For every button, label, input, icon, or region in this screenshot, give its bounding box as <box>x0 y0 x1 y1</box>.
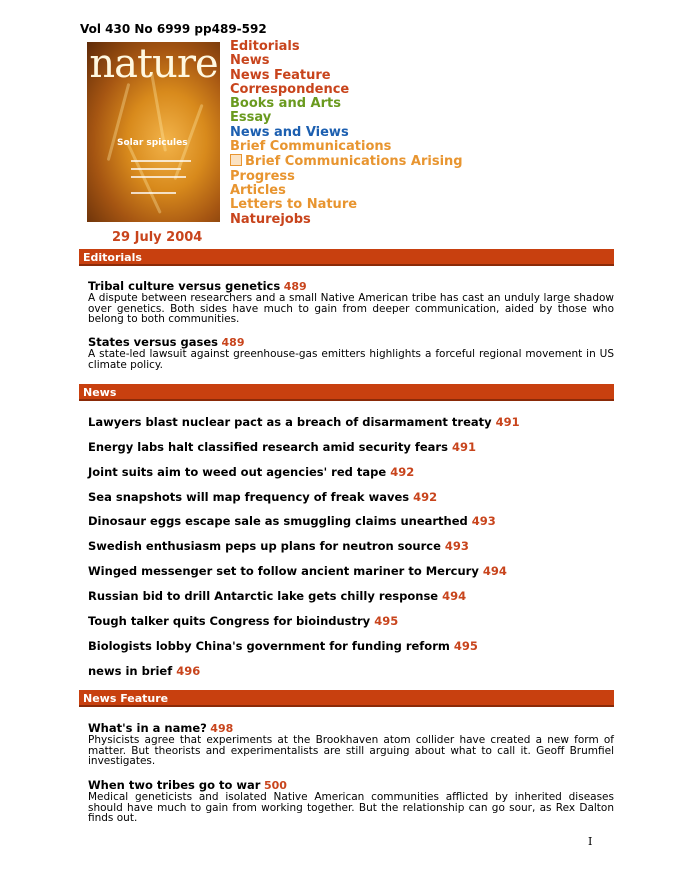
item-page: 489 <box>283 280 307 293</box>
news-item[interactable] <box>88 539 469 553</box>
item-title: Swedish enthusiasm peps up plans for neutron source <box>88 539 441 553</box>
item-page: 491 <box>451 440 476 454</box>
news-item[interactable] <box>88 639 478 653</box>
item-description: A state-led lawsuit against greenhouse-gas emitters highlights a forceful regional movement in US climate policy. <box>88 348 614 371</box>
news-item[interactable] <box>88 490 437 504</box>
document-icon <box>230 154 242 166</box>
nav-articles[interactable]: Articles <box>230 182 286 198</box>
item-page: 495 <box>453 639 478 653</box>
item-title: Joint suits aim to weed out agencies' red tape <box>88 465 387 479</box>
item-description: Physicists agree that experiments at the Brookhaven atom collider have created a new form of matter. But theorists and experimentalists are still arguing about what to call it. Geoff Brumfiel investigates. <box>88 734 614 767</box>
nav-editorials[interactable]: Editorials <box>230 39 300 54</box>
item-page: 495 <box>374 614 399 628</box>
list-item[interactable] <box>88 279 614 325</box>
nav-naturejobs[interactable]: Naturejobs <box>230 211 311 227</box>
item-page: 493 <box>471 514 496 528</box>
nav-books-and-arts[interactable]: Books and Arts <box>230 96 341 112</box>
section-header-editorials: Editorials <box>79 249 614 266</box>
item-page: 500 <box>263 779 287 792</box>
item-title: Biologists lobby China's government for funding reform <box>88 639 450 653</box>
list-item[interactable] <box>88 721 614 767</box>
cover-masthead: nature <box>89 42 218 87</box>
nav-essay[interactable]: Essay <box>230 110 272 126</box>
item-title: Dinosaur eggs escape sale as smuggling claims unearthed <box>88 514 468 528</box>
section-header-news: News <box>79 384 614 401</box>
list-item[interactable] <box>88 335 614 370</box>
nav-news[interactable]: News <box>230 53 270 69</box>
nav-progress[interactable]: Progress <box>230 168 295 184</box>
item-page: 493 <box>444 539 469 553</box>
nav-brief-communications[interactable]: Brief Communications <box>230 139 392 155</box>
nav-news-and-views[interactable]: News and Views <box>230 124 349 140</box>
section-header-news-feature: News Feature <box>79 690 614 707</box>
item-title: Lawyers blast nuclear pact as a breach of disarmament treaty <box>88 415 492 429</box>
item-title: Russian bid to drill Antarctic lake gets chilly response <box>88 589 439 603</box>
item-page: 492 <box>413 490 438 504</box>
news-item[interactable] <box>88 664 200 678</box>
item-description: A dispute between researchers and a small Native American tribe has cast an unduly large shadow over genetics. Both sides have much to gain from deeper communication, aided by those who belong to both communities. <box>88 292 614 325</box>
news-item[interactable] <box>88 465 414 479</box>
section-nav <box>230 40 463 227</box>
item-title[interactable]: Tribal culture versus genetics <box>88 279 281 293</box>
news-item[interactable] <box>88 440 476 454</box>
item-page: 492 <box>390 465 415 479</box>
nav-news-feature[interactable]: News Feature <box>230 67 331 83</box>
item-page: 498 <box>210 722 234 735</box>
nav-correspondence[interactable]: Correspondence <box>230 81 350 97</box>
item-title: Energy labs halt classified research amid security fears <box>88 440 448 454</box>
news-item[interactable] <box>88 589 466 603</box>
nav-label: Brief Communications Arising <box>245 154 463 170</box>
list-item[interactable] <box>88 778 614 824</box>
item-title: news in brief <box>88 664 173 678</box>
nav-brief-communications-arising[interactable] <box>230 154 463 169</box>
news-item[interactable] <box>88 564 507 578</box>
news-item[interactable] <box>88 614 398 628</box>
issue-date: 29 July 2004 <box>112 230 203 245</box>
news-item[interactable] <box>88 415 520 429</box>
nav-letters-to-nature[interactable]: Letters to Nature <box>230 197 358 213</box>
item-page: 491 <box>495 415 520 429</box>
item-title: Sea snapshots will map frequency of freak waves <box>88 490 410 504</box>
item-title[interactable]: What's in a name? <box>88 721 207 735</box>
item-title[interactable]: States versus gases <box>88 335 219 349</box>
item-title: Tough talker quits Congress for bioindustry <box>88 614 371 628</box>
item-description: Medical geneticists and isolated Native American communities afflicted by inherited diseases should have much to gain from working together. But the relationship can go sour, as Rex Dalton finds out. <box>88 791 614 824</box>
item-page: 496 <box>176 664 201 678</box>
volume-info: Vol 430 No 6999 pp489-592 <box>80 22 267 36</box>
cover-caption: Solar spicules <box>117 138 188 148</box>
item-title[interactable]: When two tribes go to war <box>88 778 261 792</box>
item-page: 489 <box>221 336 245 349</box>
page-number: I <box>588 835 593 848</box>
item-page: 494 <box>482 564 507 578</box>
news-item[interactable] <box>88 514 496 528</box>
item-page: 494 <box>442 589 467 603</box>
cover-image[interactable] <box>87 42 220 222</box>
item-title: Winged messenger set to follow ancient mariner to Mercury <box>88 564 479 578</box>
